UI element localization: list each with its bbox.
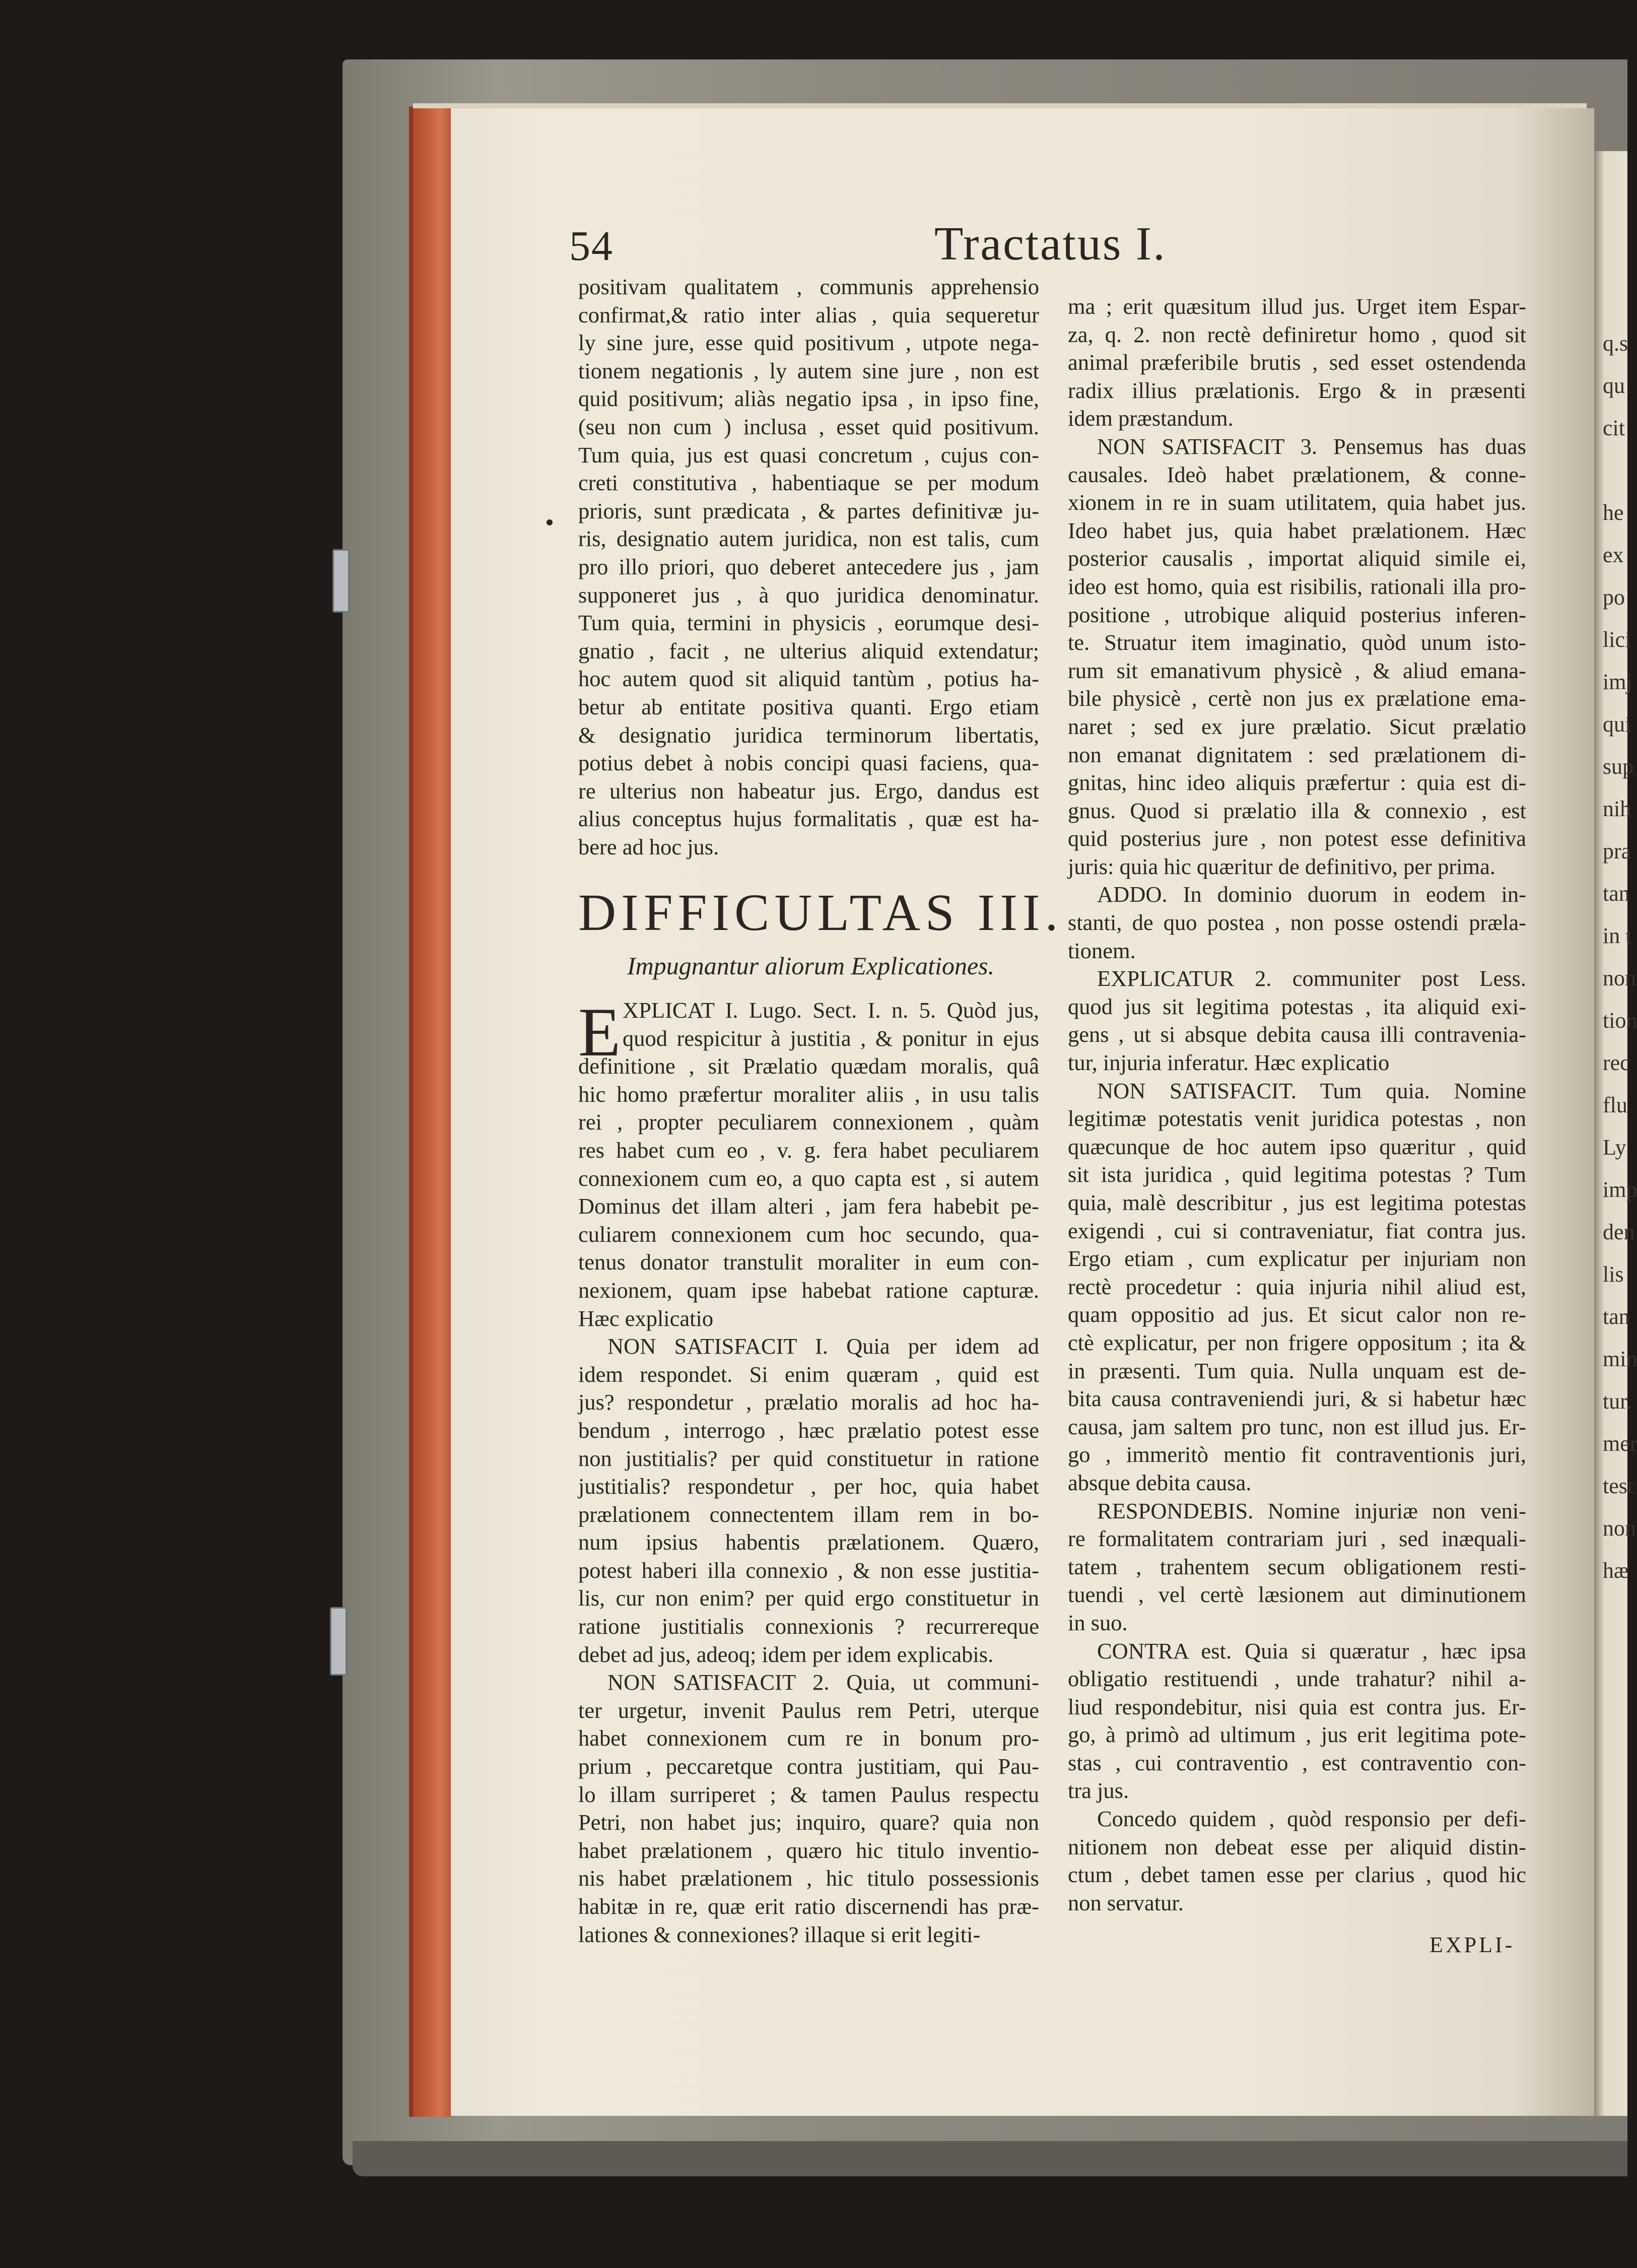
- text-line: ma ; erit quæsitum illud jus. Urget item Espar-: [1068, 294, 1526, 319]
- text-line: gnitas, hinc ideo aliquis præfertur : quia est di-: [1068, 770, 1526, 795]
- right-column: [1068, 293, 1526, 1917]
- running-title: Tractatus I.: [934, 218, 1167, 270]
- left-column: [578, 273, 1039, 861]
- text-line: ctè explicatur, per non frigere oppositum ; ita &: [1068, 1329, 1526, 1355]
- text-line: rei , propter peculiarem connexionem , quàm: [578, 1109, 1039, 1135]
- text-line: NON SATISFACIT 3. Pensemus has duas: [1097, 433, 1526, 459]
- text-line: XPLICAT I. Lugo. Sect. I. n. 5. Quòd jus,: [623, 997, 1039, 1023]
- text-line: prium , peccaretque contra justitiam, qui Pau-: [578, 1754, 1039, 1779]
- text-line: pro illo priori, quo deberet antecedere jus , jam: [578, 554, 1039, 579]
- text-line: ratione justitialis connexionis ? recurrereque: [578, 1614, 1039, 1639]
- text-line: re ulterius non habeatur jus. Ergo, dandus est: [578, 778, 1039, 804]
- text-line: ly sine jure, esse quid positivum , utpote nega-: [578, 330, 1039, 356]
- text-line: positivam qualitatem , communis apprehensio: [578, 274, 1039, 299]
- text-line: debet ad jus, adeoq; idem per idem explicabis.: [578, 1641, 994, 1667]
- text-line: Ergo etiam , cum explicatur per injuriam non: [1068, 1246, 1526, 1272]
- text-line: ctum , debet tamen esse per clarius , quod hic: [1068, 1862, 1526, 1888]
- text-line: tuendi , vel certè læsionem aut diminutionem: [1068, 1582, 1526, 1608]
- text-line: jus? respondetur , prælatio moralis ad hoc ha-: [578, 1389, 1039, 1415]
- text-line: positione , utrobique aliquid posterius inferen-: [1068, 602, 1526, 627]
- text-line: non servatur.: [1068, 1890, 1184, 1915]
- text-line: stanti, de quo postea , non posse ostendi præla-: [1068, 910, 1526, 936]
- text-line: lo illam surriperet ; & tamen Paulus respectu: [578, 1781, 1039, 1807]
- text-line: RESPONDEBIS. Nomine injuriæ non veni-: [1097, 1498, 1526, 1523]
- text-line: habet prælationem , quæro hic titulo inventio-: [578, 1837, 1039, 1863]
- text-line: prioris, sunt prædicata , & partes definitivæ ju-: [578, 498, 1039, 523]
- text-line: res habet cum eo , v. g. fera habet peculiarem: [578, 1137, 1039, 1163]
- text-line: connexionem cum eo, a quo capta est , si autem: [578, 1165, 1039, 1191]
- text-line: Tum quia, termini in physicis , eorumque desi-: [578, 610, 1039, 636]
- text-line: lationes & connexiones? illaque si erit legiti-: [578, 1921, 981, 1947]
- text-line: rum sit emanativum physicè , & aliud emana-: [1068, 657, 1526, 683]
- text-line: culiarem connexionem cum hoc secundo, qua-: [578, 1221, 1039, 1247]
- text-line: EXPLICATUR 2. communiter post Less.: [1097, 966, 1526, 991]
- text-line: za, q. 2. non rectè definiretur homo , quod sit: [1068, 321, 1526, 347]
- text-line: potius debet à nobis concipi quasi faciens, qua-: [578, 750, 1039, 776]
- page-number: 54: [569, 223, 613, 270]
- text-line: naret ; sed ex jure prælatio. Sicut prælatio: [1068, 713, 1526, 739]
- text-line: ideo est homo, quia est risibilis, rationali illa pro-: [1068, 573, 1526, 599]
- text-line: nitionem non debeat esse per aliquid distin-: [1068, 1834, 1526, 1859]
- clasp-lower: [330, 1607, 347, 1676]
- text-line: quod respicitur à justitia , & ponitur in ejus: [623, 1025, 1039, 1051]
- text-line: tenus donator transtulit moraliter in eum con-: [578, 1249, 1039, 1275]
- text-line: NON SATISFACIT 2. Quia, ut communi-: [607, 1670, 1039, 1695]
- text-line: justitialis? respondetur , per hoc, quia habet: [578, 1474, 1039, 1499]
- text-line: definitione , sit Prælatio quædam moralis, quâ: [578, 1053, 1039, 1079]
- text-line: tra jus.: [1068, 1778, 1129, 1804]
- text-line: tionem.: [1068, 938, 1136, 963]
- text-line: obligatio restituendi , unde trahatur? nihil a-: [1068, 1666, 1526, 1692]
- text-line: liud respondebitur, nisi quia est contra jus. Er-: [1068, 1694, 1526, 1719]
- text-line: legitimæ potestatis venit juridica potestas , non: [1068, 1106, 1526, 1131]
- text-line: bile physicè , certè non jus ex prælatione ema-: [1068, 686, 1526, 711]
- text-line: gnus. Quod si prælatio illa & connexio , est: [1068, 797, 1526, 823]
- text-line: idem præstandum.: [1068, 406, 1234, 431]
- text-line: quid posterius jure , non potest esse definitiva: [1068, 826, 1526, 851]
- text-line: tatem , trahentem secum obligationem resti-: [1068, 1554, 1526, 1579]
- text-line: Dominus det illam alteri , jam fera habebit pe-: [578, 1193, 1039, 1219]
- cover-bottom-edge: [353, 2141, 1627, 2176]
- text-line: posterior causalis , importat aliquid simile ei,: [1068, 546, 1526, 571]
- text-line: gens , ut si absque debita causa illi contravenia-: [1068, 1022, 1526, 1047]
- drop-cap: E: [578, 993, 621, 1071]
- text-line: num ipsius habentis prælationem. Quæro,: [578, 1529, 1039, 1555]
- red-page-edge: [413, 107, 452, 2117]
- page-top-rim: [413, 103, 1587, 108]
- text-line: rectè procedetur : quia injuria nihil aliud est,: [1068, 1274, 1526, 1299]
- clasp-upper: [332, 549, 350, 613]
- text-line: quæcunque de hoc autem ipso quæritur , quid: [1068, 1133, 1526, 1159]
- text-line: tionem negationis , ly autem sine jure , non est: [578, 358, 1039, 383]
- text-line: idem respondet. Si enim quæram , quid est: [578, 1361, 1039, 1387]
- text-line: non justitialis? per quid constituetur in ratione: [578, 1445, 1039, 1471]
- text-line: animal præferibile brutis , sed esset ostendenda: [1068, 350, 1526, 375]
- text-line: & designatio juridica terminorum libertatis,: [578, 722, 1039, 748]
- text-line: prælationem connectentem illam rem in bo-: [578, 1501, 1039, 1527]
- text-line: creti constitutiva , habentiaque se per modum: [578, 470, 1039, 496]
- text-line: potest haberi illa connexio , & non esse justitia-: [578, 1557, 1039, 1583]
- text-line: Concedo quidem , quòd responsio per defi-: [1097, 1806, 1526, 1832]
- catchword: EXPLI-: [1429, 1932, 1515, 1957]
- text-line: NON SATISFACIT. Tum quia. Nomine: [1097, 1078, 1526, 1103]
- text-line: Ideo habet jus, quia habet prælationem. Hæc: [1068, 517, 1526, 543]
- text-line: ADDO. In dominio duorum in eodem in-: [1097, 882, 1526, 907]
- facing-page-text: q.s qu cit he ex po lici imj qui sup nih pra tan in t non tion rec flu Ly imp den lis tan min tur. mer test non hæ: [1603, 331, 1637, 1583]
- text-line: Tum quia, jus est quasi concretum , cujus con-: [578, 442, 1039, 468]
- text-line: causales. Ideò habet prælationem, & conne-: [1068, 461, 1526, 487]
- text-line: causa, jam saltem pro tunc, non est illud jus. Er-: [1068, 1414, 1526, 1439]
- text-line: (seu non cum ) inclusa , esset quid positivum.: [578, 414, 1039, 439]
- text-line: sit ista juridica , quid legitima potestas ? Tum: [1068, 1162, 1526, 1187]
- text-line: supponeret jus , à quo juridica denominatur.: [578, 582, 1039, 608]
- text-line: stas , cui contraventio , est contraventio con-: [1068, 1750, 1526, 1775]
- text-line: re formalitatem contrariam juri , sed inæquali-: [1068, 1526, 1526, 1552]
- text-line: exigendi , cui si contraveniatur, fiat contra jus.: [1068, 1218, 1526, 1243]
- section-heading: DIFFICULTAS III.: [578, 884, 1063, 942]
- text-line: go, à primò ad ultimum , jus erit legitima pote-: [1068, 1722, 1526, 1748]
- text-line: habet connexionem cum re in bonum pro-: [578, 1725, 1039, 1751]
- text-line: lis, cur non enim? per quid ergo constituetur in: [578, 1585, 1039, 1611]
- text-line: bendum , interrogo , hæc prælatio potest esse: [578, 1417, 1039, 1443]
- text-line: hoc autem quod sit aliquid tantùm , potius ha-: [578, 666, 1039, 692]
- text-line: ris, designatio autem juridica, non est talis, cum: [578, 526, 1039, 552]
- text-line: NON SATISFACIT I. Quia per idem ad: [607, 1333, 1039, 1359]
- text-line: gnatio , facit , ne ulterius aliquid extendatur;: [578, 638, 1039, 663]
- text-line: non emanat dignitatem : sed prælationem di-: [1068, 742, 1526, 767]
- text-line: alius conceptus hujus formalitatis , quæ est ha-: [578, 806, 1039, 832]
- text-line: quod jus sit legitima potestas , ita aliquid exi-: [1068, 993, 1526, 1019]
- section-subheading: Impugnantur aliorum Explicationes.: [627, 952, 995, 980]
- text-line: nis habet prælationem , hic titulo possessionis: [578, 1865, 1039, 1891]
- text-line: betur ab entitate positiva quanti. Ergo etiam: [578, 694, 1039, 719]
- text-line: nexionem, quam ipse habebat ratione capturæ.: [578, 1277, 1039, 1303]
- text-line: in præsenti. Tum quia. Nulla unquam est de-: [1068, 1358, 1526, 1383]
- text-line: habitæ in re, quæ erit ratio discernendi has præ-: [578, 1894, 1039, 1919]
- ink-spot: [547, 519, 553, 525]
- text-line: absque debita causa.: [1068, 1470, 1252, 1495]
- left-column-body: [578, 993, 1039, 1949]
- text-line: quam oppositio ad jus. Et sicut calor non re-: [1068, 1302, 1526, 1327]
- text-line: bere ad hoc jus.: [578, 834, 719, 859]
- text-line: te. Struatur item imaginatio, quòd unum isto-: [1068, 630, 1526, 655]
- text-line: xionem in re in suam utilitatem, quia habet jus.: [1068, 490, 1526, 515]
- text-line: bita causa contraveniendi juri, & si habetur hæc: [1068, 1386, 1526, 1412]
- text-line: radix illius prælationis. Ergo & in præsenti: [1068, 377, 1526, 403]
- text-line: quid positivum; aliàs negatio ipsa , in ipso fine,: [578, 386, 1039, 412]
- text-line: go , immeritò mentio fit contraventionis juri,: [1068, 1442, 1526, 1467]
- text-line: quia, malè describitur , jus est legitima potestas: [1068, 1190, 1526, 1215]
- text-line: tur, injuria inferatur. Hæc explicatio: [1068, 1050, 1390, 1076]
- text-line: Hæc explicatio: [578, 1305, 714, 1331]
- text-line: in suo.: [1068, 1610, 1128, 1635]
- text-line: hic homo præfertur moraliter aliis , in usu talis: [578, 1081, 1039, 1107]
- text-line: juris: quia hic quæritur de definitivo, per prima.: [1068, 853, 1496, 879]
- text-line: CONTRA est. Quia si quæratur , hæc ipsa: [1097, 1638, 1526, 1663]
- text-line: Petri, non habet jus; inquiro, quare? quia non: [578, 1810, 1039, 1835]
- text-line: ter urgetur, invenit Paulus rem Petri, uterque: [578, 1697, 1039, 1723]
- text-line: confirmat,& ratio inter alias , quia sequeretur: [578, 302, 1039, 327]
